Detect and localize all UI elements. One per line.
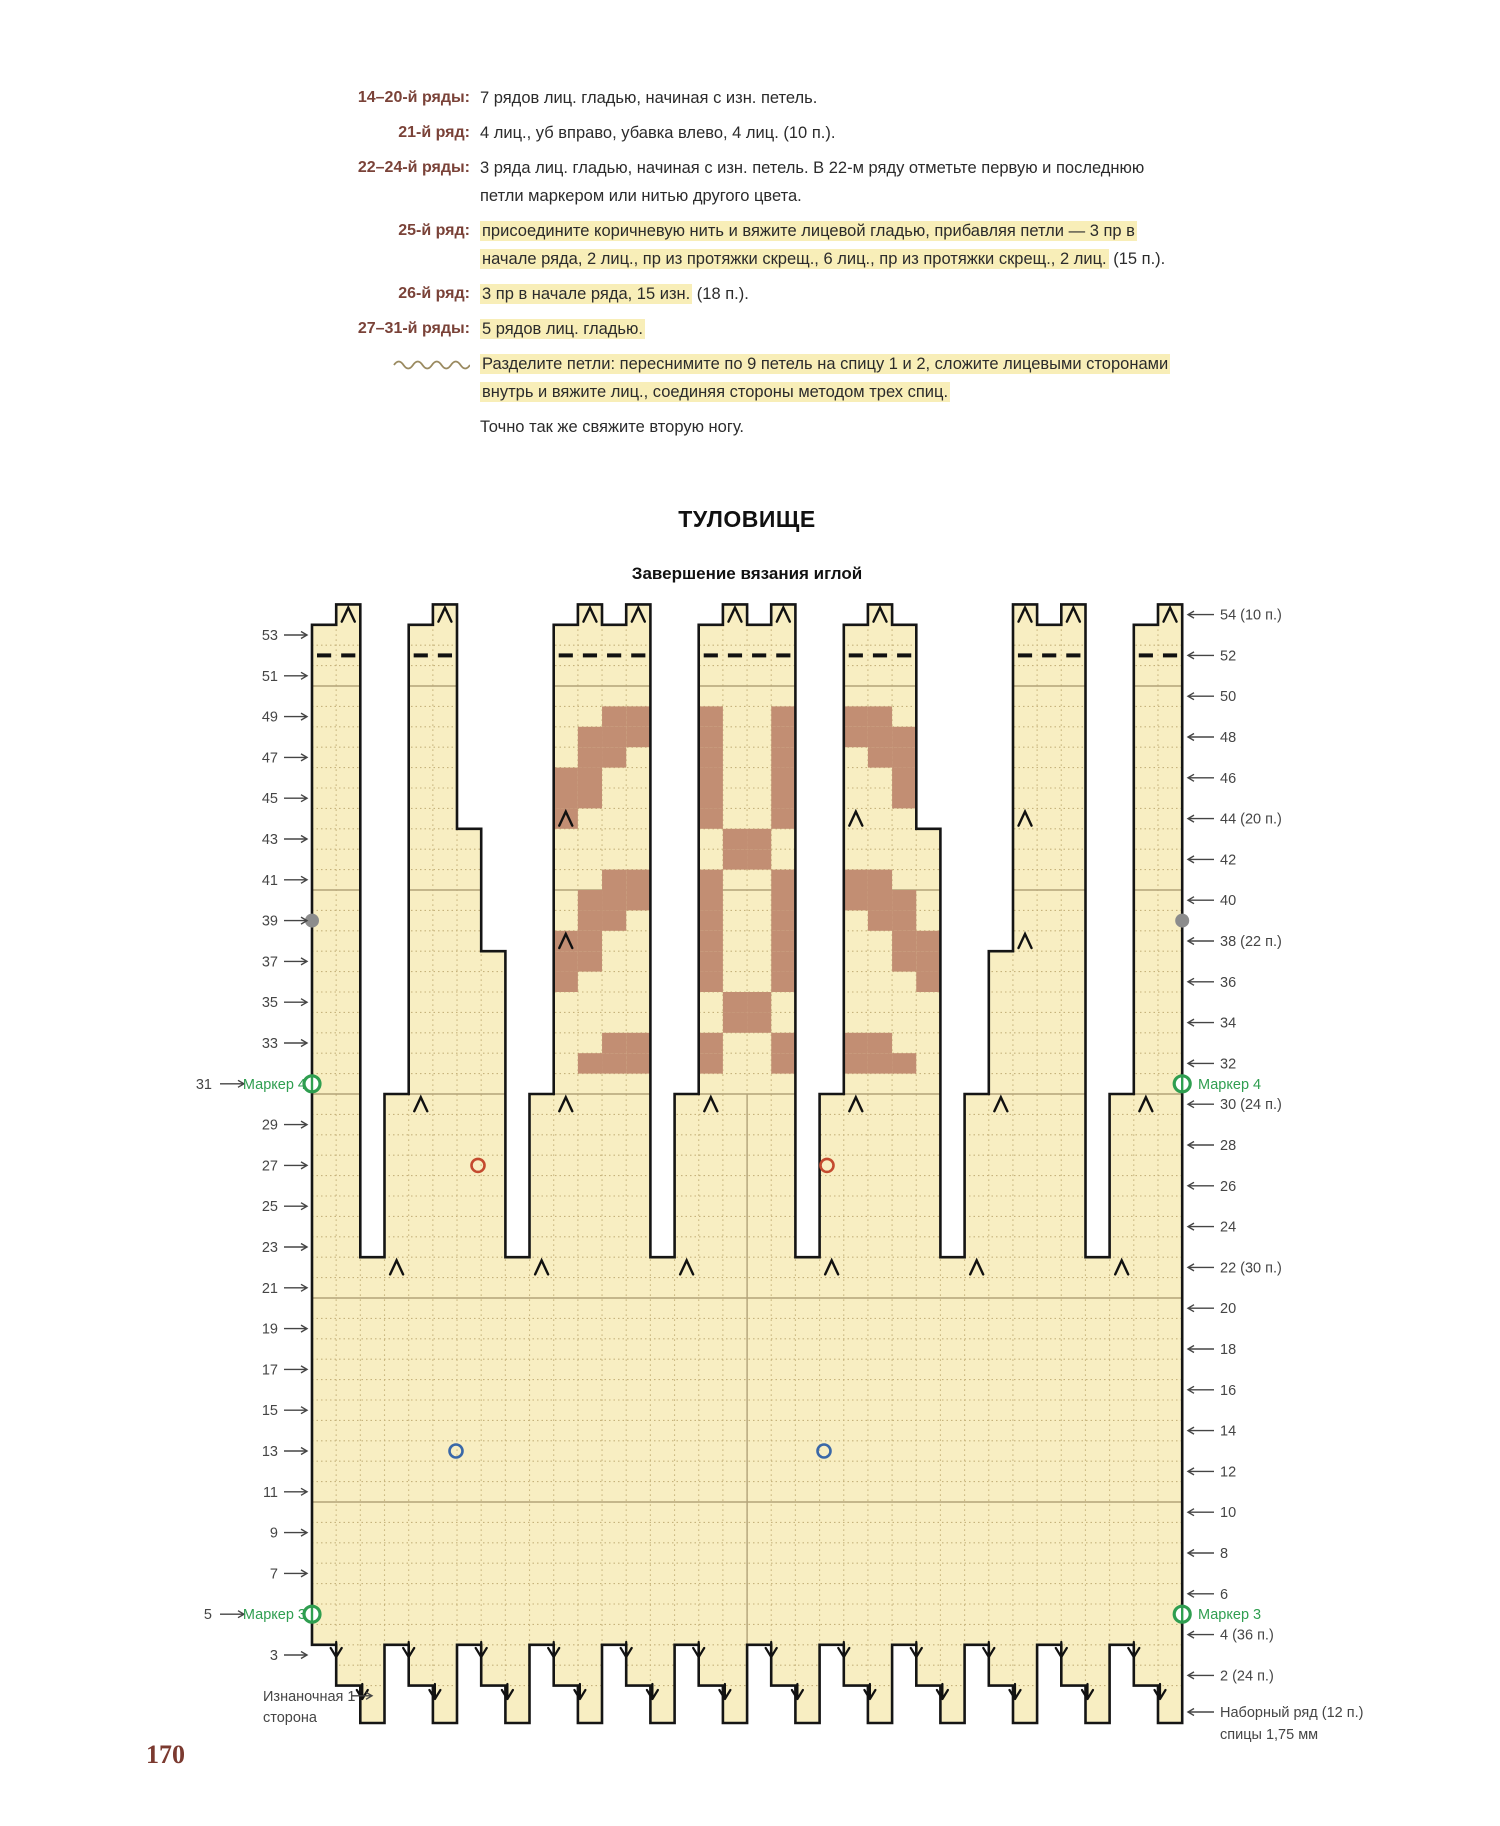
row-number: 32 xyxy=(1220,1056,1237,1073)
row-range-label: 21-й ряд: xyxy=(398,124,470,141)
row-number: 7 xyxy=(269,1566,278,1583)
row-number: 25 xyxy=(261,1199,278,1216)
brown-cell xyxy=(892,1053,916,1073)
plain-text: 4 лиц., уб вправо, убавка влево, 4 лиц. (10 п.). xyxy=(480,124,836,142)
row-number: 3 xyxy=(269,1648,278,1664)
brown-cell xyxy=(626,706,650,726)
row-number: 9 xyxy=(269,1525,278,1542)
row-number: 40 xyxy=(1220,893,1237,910)
brown-cell xyxy=(892,747,916,767)
row-number: 24 xyxy=(1220,1219,1237,1236)
row-number: 31 xyxy=(195,1076,212,1093)
brown-cell xyxy=(844,890,868,910)
brown-cell xyxy=(771,747,795,767)
brown-cell xyxy=(771,1033,795,1053)
brown-cell xyxy=(578,727,602,747)
highlighted-text: 3 пр в начале ряда, 15 изн. xyxy=(482,285,691,303)
brown-cell xyxy=(747,1012,771,1032)
brown-cell xyxy=(699,808,723,828)
brown-cell xyxy=(868,870,892,890)
row-number: 41 xyxy=(261,872,278,889)
brown-cell xyxy=(892,890,916,910)
page-number: 170 xyxy=(146,1740,185,1769)
row-number: 30 (24 п.) xyxy=(1220,1097,1282,1114)
row-range-label: 22–24-й ряды: xyxy=(357,159,470,176)
purl-dash xyxy=(1042,653,1056,657)
row-range-label: 14–20-й ряды: xyxy=(357,89,470,106)
marker-label: Маркер 3 xyxy=(1198,1607,1262,1624)
row-number: 26 xyxy=(1220,1178,1237,1195)
row-range-label: 26-й ряд: xyxy=(398,285,470,302)
brown-cell xyxy=(554,788,578,808)
brown-cell xyxy=(723,992,747,1012)
row-number: 45 xyxy=(261,791,278,808)
purl-dash xyxy=(897,653,911,657)
brown-cell xyxy=(868,747,892,767)
brown-cell xyxy=(602,1053,626,1073)
purl-dash xyxy=(704,653,718,657)
row-number: 44 (20 п.) xyxy=(1220,811,1282,828)
brown-cell xyxy=(699,972,723,992)
purl-dash xyxy=(776,653,790,657)
brown-cell xyxy=(626,1033,650,1053)
cast-on-caption: Наборный ряд (12 п.) xyxy=(1220,1705,1364,1721)
plain-text: (18 п.). xyxy=(692,285,749,303)
row-number: 8 xyxy=(1220,1546,1229,1562)
brown-cell xyxy=(578,768,602,788)
row-label-wrong-side: Изнаночная 1 xyxy=(263,1688,356,1705)
plain-text: 3 ряда лиц. гладью, начиная с изн. петель. В 22-м ряду отметьте первую и последнюю петли маркером или нитью другого цвета. xyxy=(480,159,1145,205)
brown-cell xyxy=(916,788,940,808)
purl-dash xyxy=(631,653,645,657)
brown-cell xyxy=(747,992,771,1012)
plain-text: (15 п.). xyxy=(1108,250,1166,268)
brown-cell xyxy=(578,931,602,951)
right-row-labels xyxy=(1188,608,1363,1743)
purl-dash xyxy=(438,653,452,657)
brown-cell xyxy=(699,706,723,726)
highlighted-text: присоедините коричневую нить и вяжите лицевой гладью, прибавляя петли — 3 пр в начале ряда, 2 лиц., пр из протяжки скрещ., 6 лиц., пр из протяжки скрещ., 2 лиц. xyxy=(482,222,1135,268)
row-range-label: 27–31-й ряды: xyxy=(357,320,470,337)
row-number: 39 xyxy=(261,913,278,930)
row-number: 51 xyxy=(261,668,278,685)
row-number: 33 xyxy=(261,1036,278,1052)
row-number: 14 xyxy=(1220,1423,1237,1440)
row-number: 36 xyxy=(1220,974,1237,991)
row-label-wrong-side: сторона xyxy=(263,1709,317,1726)
brown-cell xyxy=(892,768,916,788)
brown-cell xyxy=(771,890,795,910)
brown-cell xyxy=(699,727,723,747)
brown-cell xyxy=(868,727,892,747)
row-number: 6 xyxy=(1220,1586,1229,1603)
purl-dash xyxy=(317,653,331,657)
row-number: 35 xyxy=(261,995,278,1012)
row-number: 50 xyxy=(1220,689,1237,706)
brown-cell xyxy=(771,910,795,930)
row-number: 21 xyxy=(261,1280,278,1297)
brown-cell xyxy=(723,829,747,849)
brown-cell xyxy=(699,870,723,890)
chart-subtitle: Завершение вязания иглой xyxy=(631,564,863,583)
section-title: ТУЛОВИЩЕ xyxy=(678,506,816,532)
purl-dash xyxy=(559,653,573,657)
brown-cell xyxy=(626,1053,650,1073)
brown-cell xyxy=(602,910,626,930)
row-number: 49 xyxy=(261,709,278,726)
row-number: 10 xyxy=(1220,1505,1237,1522)
plain-text: 7 рядов лиц. гладью, начиная с изн. петель. xyxy=(480,89,818,107)
purl-dash xyxy=(607,653,621,657)
brown-cell xyxy=(844,706,868,726)
brown-cell xyxy=(771,768,795,788)
row-number: 43 xyxy=(261,832,278,848)
brown-cell xyxy=(868,910,892,930)
purl-dash xyxy=(849,653,863,657)
brown-cell xyxy=(578,747,602,767)
brown-cell xyxy=(578,890,602,910)
brown-cell xyxy=(747,829,771,849)
row-number: 2 (24 п.) xyxy=(1220,1668,1274,1685)
brown-cell xyxy=(771,727,795,747)
row-number: 15 xyxy=(261,1403,278,1420)
brown-cell xyxy=(626,727,650,747)
brown-cell xyxy=(916,972,940,992)
marker-label: Маркер 4 xyxy=(242,1076,306,1093)
row-number: 17 xyxy=(261,1362,278,1379)
row-number: 53 xyxy=(261,628,278,644)
brown-cell xyxy=(868,706,892,726)
brown-cell xyxy=(844,1053,868,1073)
purl-dash xyxy=(1139,653,1153,657)
marker-label: Маркер 4 xyxy=(1198,1076,1262,1093)
purl-dash xyxy=(1018,653,1032,657)
row-number: 34 xyxy=(1220,1015,1237,1032)
brown-cell xyxy=(699,788,723,808)
brown-cell xyxy=(626,890,650,910)
row-number: 54 (10 п.) xyxy=(1220,607,1282,624)
marker-label: Маркер 3 xyxy=(242,1607,306,1624)
brown-cell xyxy=(602,747,626,767)
row-number: 19 xyxy=(261,1321,278,1338)
brown-cell xyxy=(602,870,626,890)
purl-dash xyxy=(341,653,355,657)
brown-cell xyxy=(699,1033,723,1053)
purl-dash xyxy=(414,653,428,657)
row-number: 11 xyxy=(262,1484,278,1501)
brown-cell xyxy=(747,849,771,869)
row-number: 13 xyxy=(261,1444,278,1460)
purl-dash xyxy=(1163,653,1177,657)
row-number: 16 xyxy=(1220,1382,1237,1399)
brown-cell xyxy=(602,727,626,747)
brown-cell xyxy=(771,808,795,828)
purl-dash xyxy=(583,653,597,657)
brown-cell xyxy=(602,706,626,726)
brown-cell xyxy=(626,870,650,890)
brown-cell xyxy=(844,870,868,890)
row-number: 47 xyxy=(261,750,278,767)
brown-cell xyxy=(916,768,940,788)
brown-cell xyxy=(771,706,795,726)
brown-cell xyxy=(771,870,795,890)
row-number: 22 (30 п.) xyxy=(1220,1260,1282,1277)
plain-text: Точно так же свяжите вторую ногу. xyxy=(480,418,745,436)
brown-cell xyxy=(771,931,795,951)
highlighted-text: Разделите петли: переснимите по 9 петель на спицу 1 и 2, сложите лицевыми сторонами внутрь и вяжите лиц., соединяя стороны методом трех спиц. xyxy=(482,355,1169,401)
brown-cell xyxy=(892,910,916,930)
purl-dash xyxy=(873,653,887,657)
row-number: 37 xyxy=(261,954,278,971)
brown-cell xyxy=(699,1053,723,1073)
brown-cell xyxy=(578,1053,602,1073)
brown-cell xyxy=(868,1033,892,1053)
brown-cell xyxy=(699,910,723,930)
purl-dash xyxy=(1066,653,1080,657)
brown-cell xyxy=(844,1033,868,1053)
brown-cell xyxy=(771,788,795,808)
row-number: 28 xyxy=(1220,1138,1237,1154)
highlighted-text: 5 рядов лиц. гладью. xyxy=(482,320,643,338)
brown-cell xyxy=(844,727,868,747)
brown-cell xyxy=(578,951,602,971)
brown-cell xyxy=(892,951,916,971)
brown-cell xyxy=(868,1053,892,1073)
brown-cell xyxy=(554,768,578,788)
row-number: 12 xyxy=(1220,1464,1237,1481)
brown-cell xyxy=(723,1012,747,1032)
brown-cell xyxy=(868,890,892,910)
row-number: 29 xyxy=(261,1117,278,1134)
brown-cell xyxy=(771,1053,795,1073)
brown-cell xyxy=(723,849,747,869)
gray-dot-marker xyxy=(1175,914,1189,928)
row-number: 48 xyxy=(1220,730,1237,746)
row-number: 46 xyxy=(1220,770,1237,787)
row-number: 42 xyxy=(1220,852,1237,869)
brown-cell xyxy=(699,747,723,767)
row-number: 20 xyxy=(1220,1301,1237,1318)
brown-cell xyxy=(771,972,795,992)
brown-cell xyxy=(602,1033,626,1053)
brown-cell xyxy=(916,808,940,828)
brown-cell xyxy=(578,910,602,930)
brown-cell xyxy=(916,931,940,951)
brown-cell xyxy=(892,931,916,951)
purl-dash xyxy=(752,653,766,657)
brown-cell xyxy=(602,890,626,910)
purl-dash xyxy=(728,653,742,657)
brown-cell xyxy=(916,951,940,971)
row-number: 38 (22 п.) xyxy=(1220,934,1282,950)
brown-cell xyxy=(892,727,916,747)
row-number: 18 xyxy=(1220,1342,1237,1358)
row-number: 52 xyxy=(1220,648,1237,665)
row-number: 23 xyxy=(261,1240,278,1256)
row-number: 4 (36 п.) xyxy=(1220,1627,1274,1644)
row-range-label: 25-й ряд: xyxy=(398,222,470,239)
brown-cell xyxy=(578,788,602,808)
cast-on-caption: спицы 1,75 мм xyxy=(1220,1727,1319,1743)
brown-cell xyxy=(699,931,723,951)
row-number: 27 xyxy=(261,1158,278,1175)
brown-cell xyxy=(554,972,578,992)
row-number: 5 xyxy=(203,1607,212,1624)
brown-cell xyxy=(554,951,578,971)
brown-cell xyxy=(699,768,723,788)
brown-cell xyxy=(699,890,723,910)
brown-cell xyxy=(699,951,723,971)
brown-cell xyxy=(892,788,916,808)
brown-cell xyxy=(771,951,795,971)
